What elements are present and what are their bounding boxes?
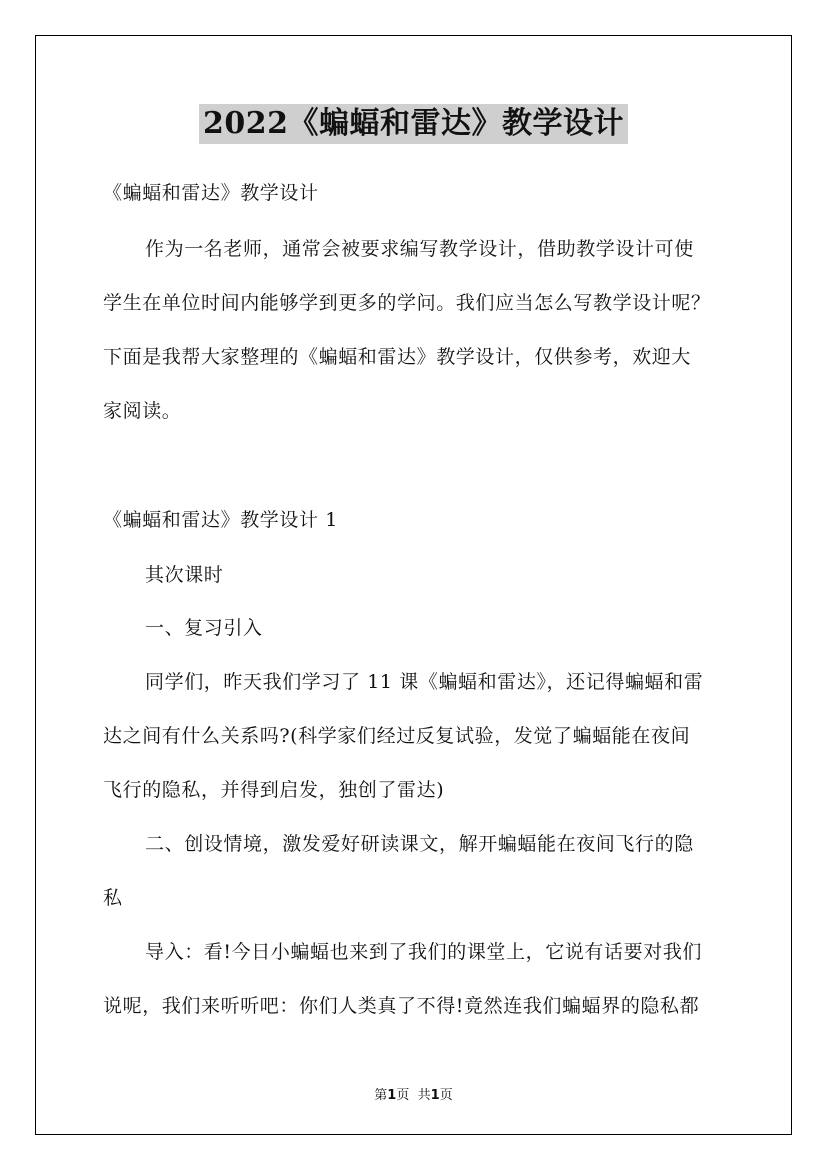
paragraph-line: 家阅读。: [103, 400, 182, 422]
subtitle: 《蝙蝠和雷达》教学设计: [103, 182, 319, 204]
page-number: 1: [387, 1088, 397, 1103]
document-title: 2022《蝙蝠和雷达》教学设计: [199, 104, 628, 144]
paragraph-line: 说呢，我们来听听吧：你们人类真了不得!竟然连我们蝙蝠界的隐私都: [103, 995, 700, 1017]
paragraph-line: 导入：看!今日小蝙蝠也来到了我们的课堂上，它说有话要对我们: [145, 941, 703, 963]
paragraph-line: 二、创设情境，激发爱好研读课文，解开蝙蝠能在夜间飞行的隐: [145, 833, 694, 855]
paragraph-line: 同学们，昨天我们学习了 11 课《蝙蝠和雷达》，还记得蝙蝠和雷: [145, 671, 704, 693]
paragraph-line: 其次课时: [145, 564, 224, 586]
paragraph-line: 学生在单位时间内能够学到更多的学问。我们应当怎么写教学设计呢？: [103, 292, 711, 314]
paragraph-line: 一、复习引入: [145, 617, 263, 639]
paragraph-line: 下面是我帮大家整理的《蝙蝠和雷达》教学设计，仅供参考，欢迎大: [103, 346, 692, 368]
title-container: [0, 104, 827, 144]
total-prefix: 共: [417, 1088, 431, 1103]
paragraph-line: 飞行的隐私，并得到启发，独创了雷达): [103, 779, 445, 801]
page-suffix: 页: [396, 1088, 410, 1103]
section-heading: 《蝙蝠和雷达》教学设计 1: [103, 509, 338, 531]
paragraph-line: 作为一名老师，通常会被要求编写教学设计，借助教学设计可使: [145, 238, 694, 260]
total-suffix: 页: [439, 1088, 453, 1103]
paragraph-line: 达之间有什么关系吗?(科学家们经过反复试验，发觉了蝙蝠能在夜间: [103, 725, 691, 747]
paragraph-line: 私: [103, 887, 123, 909]
page-footer: [0, 1084, 827, 1103]
total-pages: 1: [430, 1088, 440, 1103]
page-prefix: 第: [374, 1088, 388, 1103]
